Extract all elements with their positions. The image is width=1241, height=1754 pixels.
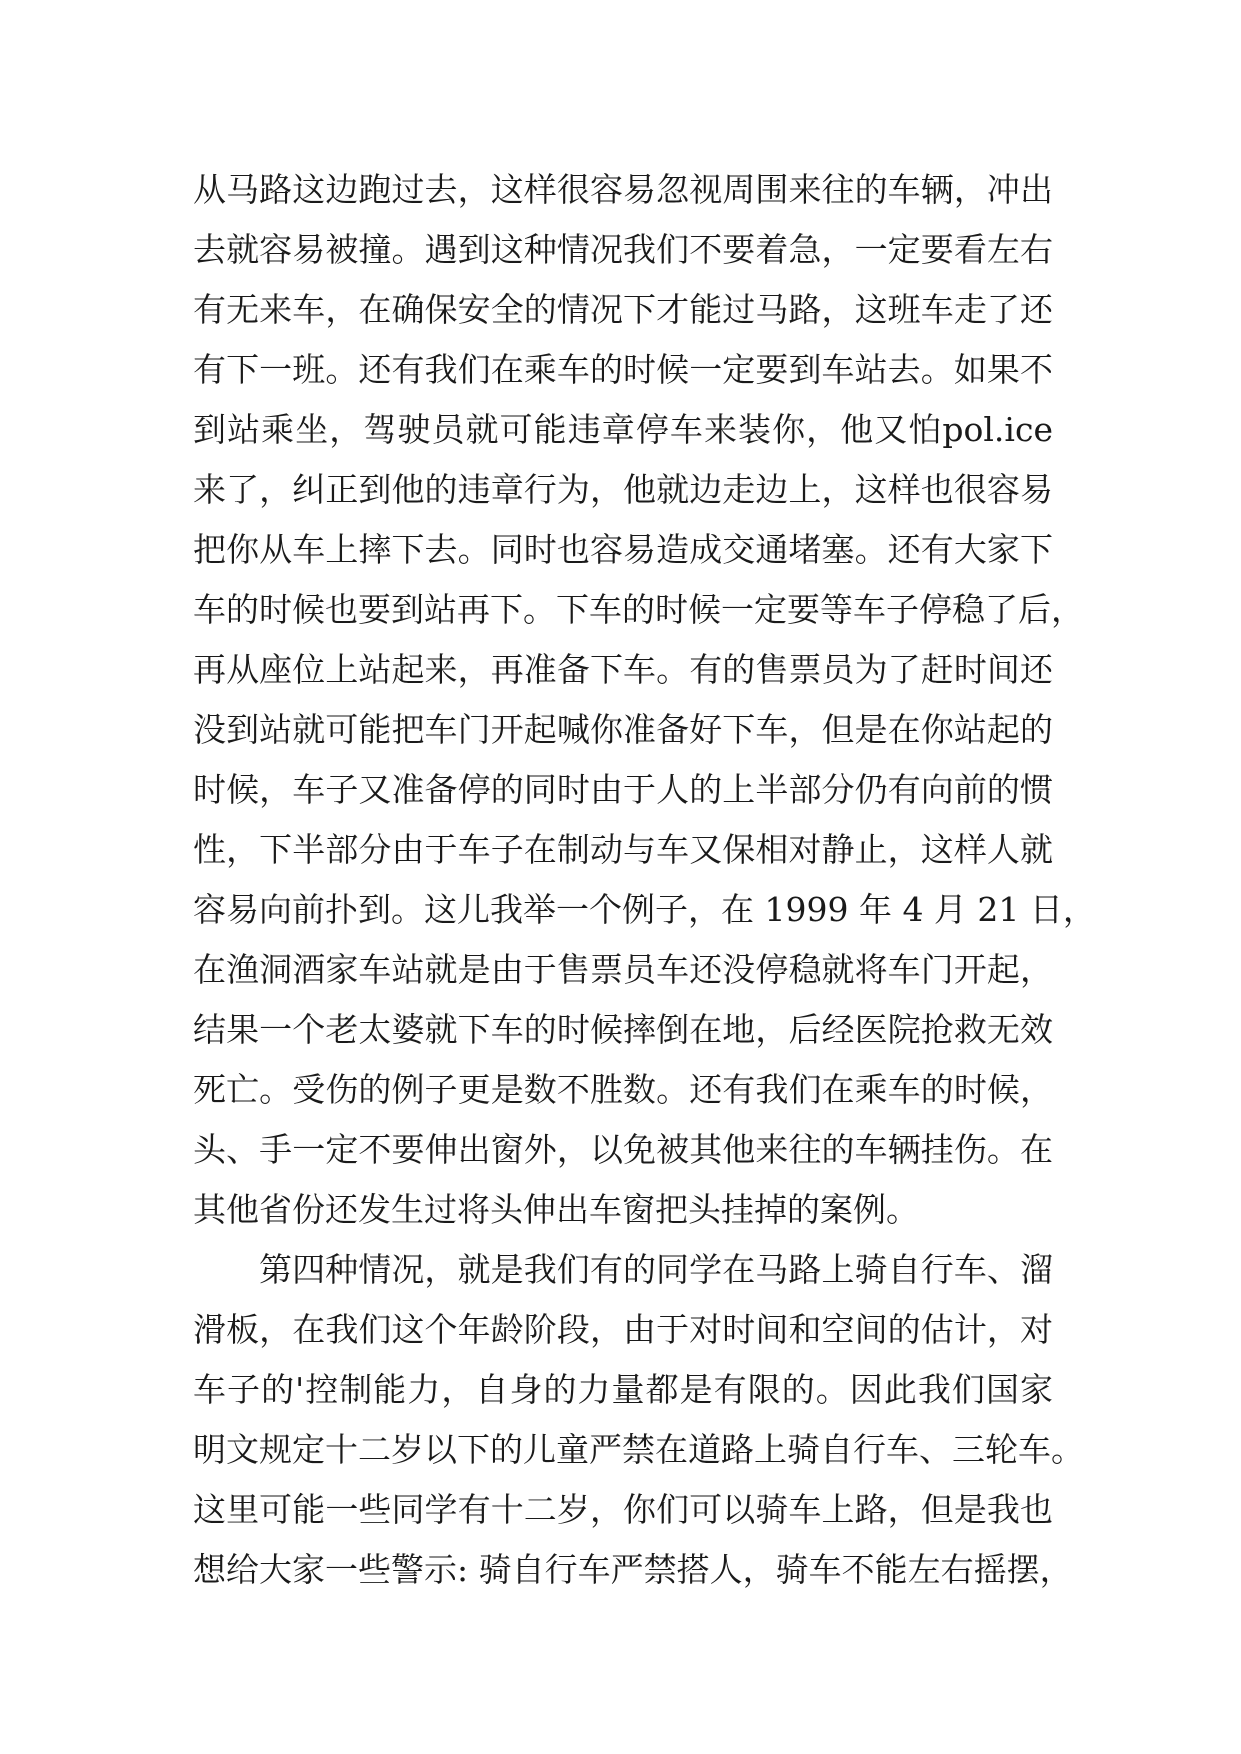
text-line: 把你从车上摔下去。同时也容易造成交通堵塞。还有大家下 <box>193 530 1053 569</box>
text-line: 这里可能一些同学有十二岁，你们可以骑车上路，但是我也 <box>193 1490 1053 1529</box>
text-line: 死亡。受伤的例子更是数不胜数。还有我们在乘车的时候， <box>193 1070 1053 1109</box>
text-line: 容易向前扑到。这儿我举一个例子，在 1999 年 4 月 21 日， <box>193 890 1096 929</box>
paragraph-end-line: 其他省份还发生过将头伸出车窗把头挂掉的案例。 <box>193 1190 919 1229</box>
text-line: 来了，纠正到他的违章行为，他就边走边上，这样也很容易 <box>193 470 1053 509</box>
text-line: 从马路这边跑过去，这样很容易忽视周围来往的车辆，冲出 <box>193 170 1053 209</box>
text-line: 时候，车子又准备停的同时由于人的上半部分仍有向前的惯 <box>193 770 1053 809</box>
text-line: 结果一个老太婆就下车的时候摔倒在地，后经医院抢救无效 <box>193 1010 1053 1049</box>
text-line: 到站乘坐，驾驶员就可能违章停车来装你，他又怕pol.ice <box>193 410 1053 449</box>
text-line: 车的时候也要到站再下。下车的时候一定要等车子停稳了后， <box>193 590 1084 629</box>
text-line: 想给大家一些警示: 骑自行车严禁搭人，骑车不能左右摇摆， <box>193 1550 1073 1589</box>
paragraph-start-line: 第四种情况，就是我们有的同学在马路上骑自行车、溜 <box>259 1250 1053 1289</box>
text-line: 有下一班。还有我们在乘车的时候一定要到车站去。如果不 <box>193 350 1053 389</box>
text-line: 车子的'控制能力，自身的力量都是有限的。因此我们国家 <box>193 1370 1053 1409</box>
text-line: 再从座位上站起来，再准备下车。有的售票员为了赶时间还 <box>193 650 1053 689</box>
text-line: 滑板，在我们这个年龄阶段，由于对时间和空间的估计，对 <box>193 1310 1053 1349</box>
text-line: 头、手一定不要伸出窗外，以免被其他来往的车辆挂伤。在 <box>193 1130 1053 1169</box>
text-line: 在渔洞酒家车站就是由于售票员车还没停稳就将车门开起， <box>193 950 1053 989</box>
text-line: 明文规定十二岁以下的儿童严禁在道路上骑自行车、三轮车。 <box>193 1430 1084 1469</box>
text-line: 性，下半部分由于车子在制动与车又保相对静止，这样人就 <box>193 830 1053 869</box>
text-line: 去就容易被撞。遇到这种情况我们不要着急，一定要看左右 <box>193 230 1053 269</box>
text-line: 有无来车，在确保安全的情况下才能过马路，这班车走了还 <box>193 290 1053 329</box>
body-text <box>193 160 1096 1600</box>
text-line: 没到站就可能把车门开起喊你准备好下车，但是在你站起的 <box>193 710 1053 749</box>
